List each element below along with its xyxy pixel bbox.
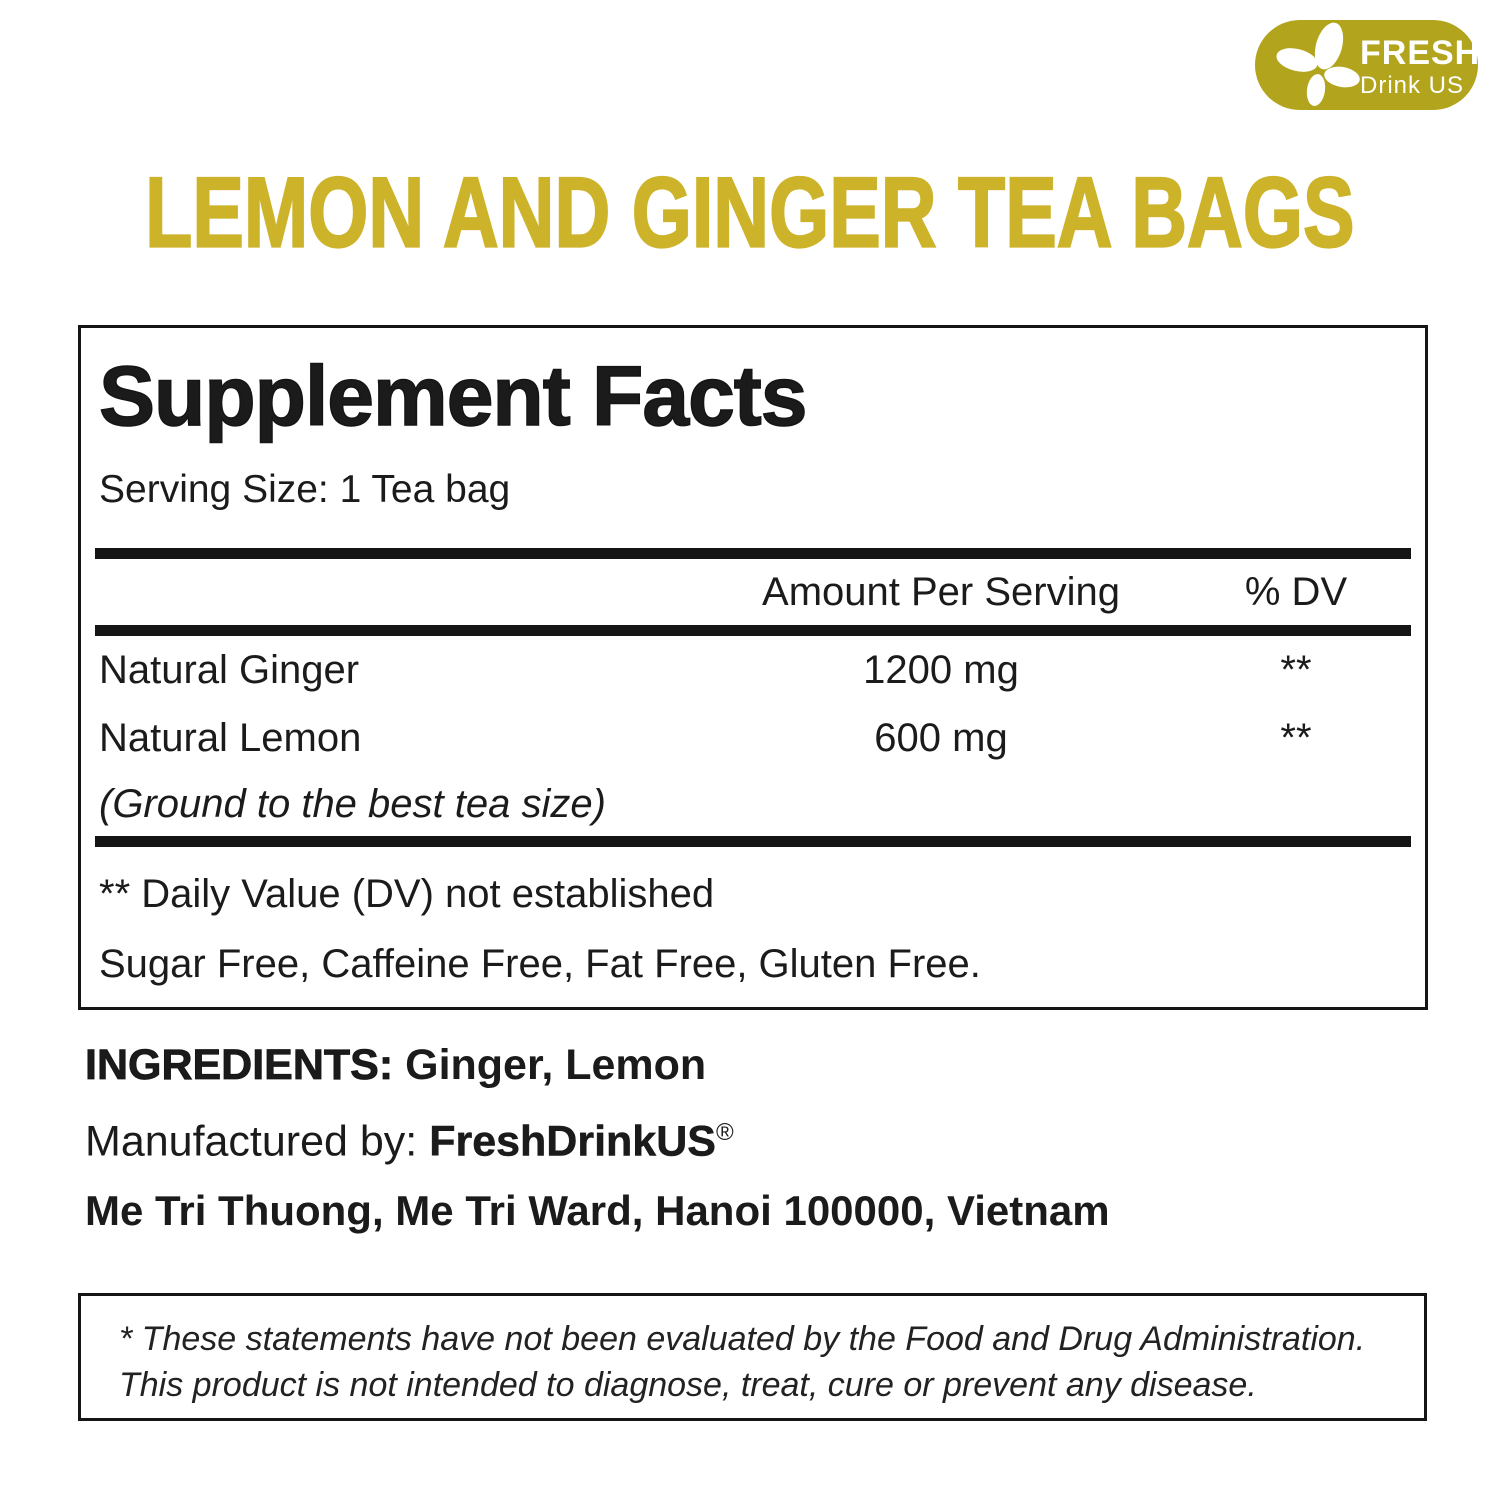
fda-disclaimer-box bbox=[78, 1293, 1427, 1421]
ingredients-line bbox=[85, 1040, 706, 1090]
registered-trademark-symbol: ® bbox=[715, 1119, 734, 1146]
ingredient-name: Natural Ginger bbox=[99, 647, 360, 692]
facts-header-row bbox=[95, 559, 1411, 625]
manufactured-label: Manufactured by: bbox=[85, 1117, 430, 1166]
disclaimer-line-1: * These statements have not been evaluated by the Food and Drug Administration. bbox=[119, 1320, 1366, 1358]
product-title-text: LEMON AND GINGER TEA BAGS bbox=[145, 157, 1355, 269]
brand-name-top: FRESH bbox=[1360, 34, 1481, 72]
serving-size: Serving Size: 1 Tea bag bbox=[99, 468, 511, 511]
divider-header bbox=[95, 625, 1411, 636]
divider-bottom bbox=[95, 836, 1411, 847]
ingredient-name: Natural Lemon bbox=[99, 715, 362, 760]
table-row bbox=[95, 636, 1411, 704]
manufacturer-name: FreshDrinkUS bbox=[429, 1117, 716, 1166]
grind-note: (Ground to the best tea size) bbox=[99, 781, 606, 826]
table-row bbox=[95, 704, 1411, 772]
supplement-facts-panel bbox=[78, 325, 1428, 1010]
brand-logo bbox=[1255, 20, 1481, 110]
brand-logo-text bbox=[1360, 36, 1480, 98]
divider-top bbox=[95, 548, 1411, 559]
product-title bbox=[0, 158, 1500, 268]
brand-name-bottom: Drink US bbox=[1360, 72, 1465, 99]
ingredient-amount: 600 mg bbox=[874, 715, 1008, 760]
supplement-facts-heading: Supplement Facts bbox=[99, 349, 807, 443]
ingredient-dv: ** bbox=[1280, 715, 1312, 760]
ingredients-label: INGREDIENTS: bbox=[85, 1041, 394, 1089]
manufactured-line bbox=[85, 1108, 734, 1166]
ingredients-value: Ginger, Lemon bbox=[393, 1041, 707, 1089]
disclaimer-line-2: This product is not intended to diagnose, treat, cure or prevent any disease. bbox=[119, 1366, 1257, 1404]
manufacturer-address: Me Tri Thuong, Me Tri Ward, Hanoi 100000, Vietnam bbox=[85, 1187, 1110, 1234]
ingredient-dv: ** bbox=[1280, 647, 1312, 692]
free-claims-footnote: Sugar Free, Caffeine Free, Fat Free, Gluten Free. bbox=[99, 942, 981, 986]
ingredient-amount: 1200 mg bbox=[863, 647, 1019, 692]
column-header-dv: % DV bbox=[1244, 569, 1348, 614]
daily-value-footnote: ** Daily Value (DV) not established bbox=[99, 872, 715, 916]
column-header-amount: Amount Per Serving bbox=[762, 569, 1120, 614]
